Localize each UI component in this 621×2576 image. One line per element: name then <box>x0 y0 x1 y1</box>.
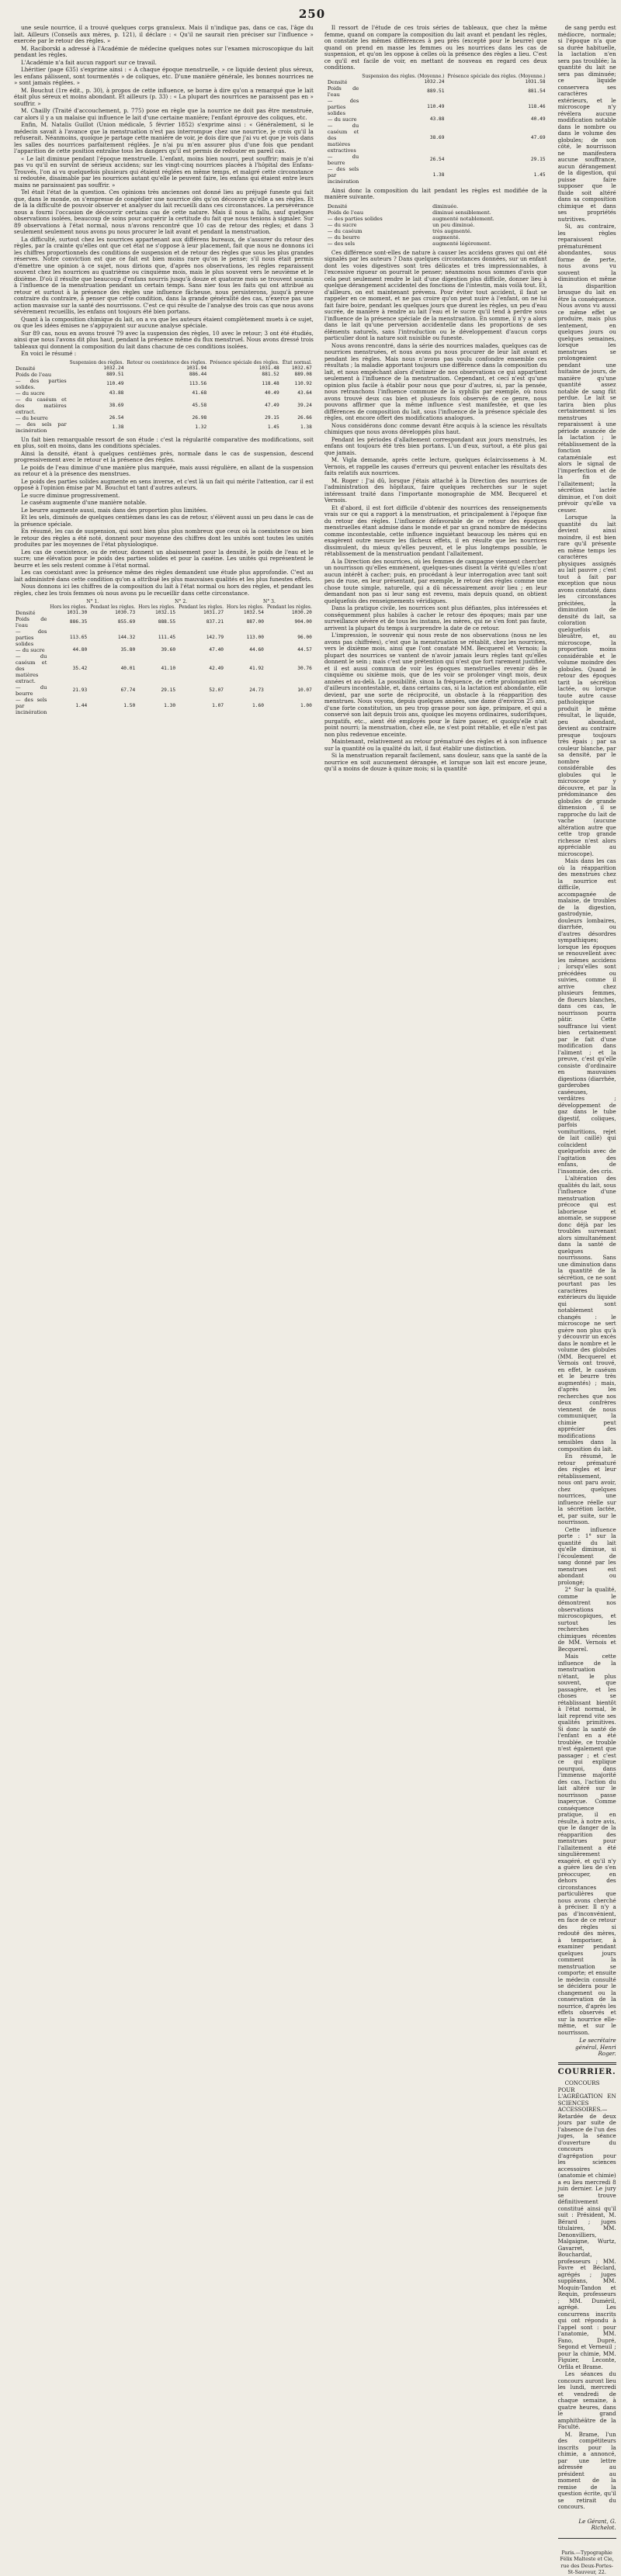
table-row <box>324 154 547 166</box>
paragraph: Mais cette influence de la menstruation n'étant, le plus souvent, que passagère, et les choses se rétablissant bientôt à l'état normal, le lait reprend vite ses qualités primitives. Si donc la santé de l'enfant en a été troublée, ce trouble n'est également que passager ; et c'est ce qui explique pourquoi, dans l'immense majorité des cas, l'action du lait altéré sur le nourrisson passe inaperçue. Comme conséquence pratique, il en résulte, à notre avis, que le danger de la réapparition des menstrues pour l'allaitement a été singulièrement exagéré, et qu'il n'y a guère lieu de s'en préoccuper, en dehors des circonstances particulières que nous avons cherché à préciser. Il n'y a pas d'inconvénient, en face de ce retour des règles si redouté des mères, à temporiser, à examiner pendant quelques jours comment la menstruation se comporte; et ensuite le médecin consulté se décidera pour le changement ou la conservation de la nourrice, d'après les effets observés et sur la nourrice elle-même, et sur le nourrisson. <box>557 1653 616 2036</box>
paragraph: Sur 89 cas, nous en avons trouvé 79 avec la suspension des règles, 10 avec le retour; 3 ont été étudiés, ainsi que nous l'avons dit plus haut, pendant la présence même du flux menstruel. Nous avons dressé trois tableaux qui donnent la composition du lait dans chacune de ces conditions isolées. <box>14 329 314 350</box>
table-cell: 44.80 <box>72 647 88 653</box>
columns <box>14 24 616 2575</box>
table-cell: 1.30 <box>164 703 176 708</box>
table-header-cell <box>324 74 360 79</box>
paragraph: Ainsi la densité, étant à quelques centièmes près, normale dans le cas de suspension, descend progressivement avec le retour et la présence des règles. <box>14 449 314 463</box>
table-header-cell <box>14 604 48 610</box>
paragraph: Nous donnons ici les chiffres de la composition du lait à l'état normal ou hors des règles, et pendant les règles, chez les trois femmes où nous avons pu le recueillir dans cette circonstance. <box>14 583 314 597</box>
table-row <box>14 684 314 697</box>
table-cell: 1.45 <box>533 171 546 178</box>
table-row <box>324 216 547 222</box>
paragraph: En résumé, le retour prématuré des règles et leur rétablissement, nous ont paru avoir, chez quelques nourrices, une influence réelle sur la sécrétion lactée, et, par suite, sur le nourrisson. <box>557 1452 616 1525</box>
table-cell: 118.46 <box>528 103 546 109</box>
table-cell: 47.49 <box>265 402 279 408</box>
table-row <box>14 653 314 684</box>
table-row <box>14 628 314 647</box>
table-header-cell <box>14 360 68 365</box>
table-row-label: — des parties solides <box>16 628 47 647</box>
paragraph: Les cas de coexistence, ou de retour, donnent un abaissement pour la densité, le poids de l'eau et le sucre; une élévation pour le poids des parties solides et pour la caséine. Les unités qui représentent le beurre et les sels restent comme à l'état normal. <box>14 548 314 569</box>
table-row <box>324 123 547 154</box>
table-header-row <box>324 74 547 79</box>
table-cell: diminuée. <box>432 203 459 209</box>
table-cell: 888.55 <box>158 619 176 625</box>
table-cell: 67.74 <box>120 687 136 693</box>
table-row-label: — des sels par incinération <box>327 165 359 185</box>
table-cell: 881.52 <box>262 371 279 377</box>
table-cell: 113.00 <box>246 635 264 640</box>
table-row <box>324 203 547 209</box>
table-cell: 26.98 <box>192 414 207 421</box>
table-row <box>14 610 314 616</box>
table-row <box>324 79 547 85</box>
table-cell: 1032.24 <box>103 365 124 371</box>
table-cell: 1032.67 <box>291 365 312 371</box>
table-header-cell: Suspension des règles. (Moyenne.) <box>362 73 445 79</box>
divider <box>558 2062 616 2065</box>
table-cell: 47.69 <box>530 134 546 140</box>
table-cell: 38.69 <box>109 402 124 408</box>
table-row-label: — des parties solides <box>327 97 359 116</box>
paragraph: L'impression, le souvenir qui nous reste de nos observations (nous ne les avons pas chiffrées), c'est que la menstruation se rétablit, chez les nourrices, vers le dixième mois, ainsi que l'ont constaté MM. Becquerel et Vernois; la plupart des nourrices se vantent de n'avoir jamais leurs règles tant qu'elles donnent le sein ; mais c'est une prétention qui n'est que fort rarement justifiée, et il est aussi commun de voir les époques menstruelles revenir dès le cinquième ou sixième mois, que de les voir se prolonger vingt mois, deux années et au-delà. La possibilité, sinon la fréquence, de cette prolongation est d'ailleurs incontestable, et, dans certains cas, si la lactation est abondante, elle devient, par une sorte de réciprocité, un obstacle à la réapparition des menstrues. Nous voyons, depuis quelques années, une dame d'environ 25 ans, d'une forte constitution, un peu trop grasse pour son âge, primipare, et qui a conservé son lait depuis trois ans, quoique les moyens ordinaires, sudorifiques, purgatifs, etc., aient été employés pour le faire passer, et quoiqu'elle n'ait point nourri; la menstruation, chez elle, ne s'est point rétablie, et elle n'est pas non plus redevenue enceinte. <box>324 632 547 738</box>
table-row <box>324 98 547 116</box>
table-cell: 113.56 <box>189 380 207 386</box>
table-row <box>14 390 314 396</box>
table-cell: 1031.30 <box>67 610 88 615</box>
table-row-label: — des parties solides. <box>16 377 67 390</box>
table-row-label: — des sels par incinération <box>16 421 67 434</box>
paragraph: Lhéritier (page 635) s'exprime ainsi : « A chaque époque menstruelle, » ce liquide devient plus séreux, les enfans pâlissent, sont tourmentés » de coliques, etc. D'une manière générale, les bonnes nourrices ne » sont jamais réglées. » <box>14 66 314 86</box>
table-cell: 1032.24 <box>424 78 445 85</box>
table-cell: très augmenté. <box>432 227 472 234</box>
table-cell: 47.40 <box>209 647 224 653</box>
table-cell: 1030.73 <box>115 610 136 615</box>
table-cell: 39.60 <box>161 647 176 653</box>
table-cell: 26.66 <box>297 414 312 421</box>
paragraph: Les cas coexistant avec la présence même des règles demandent une étude plus approfondie. C'est au lait administré dans cette condition qu'on a attribué les plus mauvaises qualités et les plus funestes effets. <box>14 569 314 583</box>
table-cell: un peu diminué. <box>432 221 475 228</box>
table-cell: 889.51 <box>427 88 445 94</box>
table-row <box>14 372 314 378</box>
paragraph: L'Académie n'a fait aucun rapport sur ce travail. <box>21 58 157 66</box>
table-cell: 29.15 <box>161 687 176 693</box>
column-3 <box>557 24 616 2575</box>
table-cell: 1.44 <box>75 703 88 708</box>
table-modifications <box>324 203 547 247</box>
table-cell: augmenté. <box>432 234 460 241</box>
table-cell: 1.50 <box>123 703 136 708</box>
table-cell: 39.24 <box>297 402 312 408</box>
table-group-header: N° 1. <box>86 599 99 604</box>
table-group-header: N° 2. <box>175 599 188 604</box>
table-cell: 837.21 <box>206 619 224 625</box>
table-cell: 1.38 <box>432 171 445 178</box>
table-cell: 52.07 <box>209 687 224 693</box>
table-cell: 96.00 <box>297 635 312 640</box>
table-row-label: Poids de l'eau <box>16 616 47 628</box>
table-row <box>324 166 547 185</box>
table-cell: 38.69 <box>429 134 445 140</box>
paragraph: M. Roger : J'ai dû, lorsque j'étais attaché à la Direction des nourrices de l'administration des hôpitaux, faire quelques recherches sur le sujet intéressant traité dans l'importante monographie de MM. Becquerel et Vernois. <box>324 476 547 504</box>
table-cell: 21.93 <box>72 687 88 693</box>
paragraph: Et les sels, diminués de quelques centièmes dans les cas de retour, s'élèvent aussi un peu dans le cas de la présence spéciale. <box>14 514 314 528</box>
table-cell: 886.44 <box>189 371 207 377</box>
imprint: Paris.—Typographie Félix Malteste et Cie, rue des Deux-Portes-St-Sauveur, 22. <box>560 2549 614 2575</box>
table-cell: 43.64 <box>297 390 312 396</box>
table-cell: 1.60 <box>252 703 264 708</box>
table-header-cell: Hors les règles. <box>227 604 264 610</box>
table-row-label: Densité <box>327 78 348 85</box>
table-cell: 43.88 <box>109 390 124 396</box>
table-header-cell: Hors les règles. <box>50 604 88 610</box>
paragraph: Le poids des parties solides augmente en sens inverse, et c'est là un fait qui mérite l'attention, car il est opposé à l'opinion émise par M. Bouchut et tant d'autres auteurs. <box>14 477 314 491</box>
table-cell: augmenté légèrement. <box>432 240 491 247</box>
divider <box>558 2538 616 2539</box>
table-row <box>14 647 314 653</box>
column-2 <box>324 25 547 847</box>
table-row-label: — du caséum et des matières extract. <box>16 653 47 684</box>
table-row <box>14 616 314 628</box>
paragraph: Si la menstruation reparaît facilement, sans douleur, sans que la santé de la nourrice en soit aucunement dérangée, et lorsque son lait est encore jeune, qu'il a moins de douze à quinze mois; si la quantité <box>324 752 547 772</box>
table-cell: 1.07 <box>212 703 224 708</box>
table-row <box>14 421 314 434</box>
table-cell: 1.38 <box>300 424 312 430</box>
table-cell: 35.42 <box>72 666 88 671</box>
table-row <box>14 697 314 715</box>
table-cell: 142.79 <box>206 635 224 640</box>
paragraph: Cette influence porte : 1° sur la quantité du lait qu'elle diminue, si l'écoulement de sang donné par les menstrues est abondant ou prolongé; <box>557 1525 616 1586</box>
table-row <box>324 209 547 216</box>
table-row-label: Densité <box>327 203 348 209</box>
paragraph: « Le lait diminue pendant l'époque menstruelle. L'enfant, moins bien nourri, peut souffrir; mais je n'ai pas vu qu'il en survînt de sérieux accidens; sur les vingt-cinq nourrices placées à l'hôpital des Enfans-Trouvés, l'on ai vu quelquefois plusieurs qui étaient réglées en même temps, et malgré cette circonstance si redoutée, disaimable par les nourrices autant qu'elle le peuvent faire, les enfans qui étaient entre leurs mains ne paraissaient pas souffrir. » <box>14 154 314 189</box>
paragraph: Un fait bien remarquable ressort de son étude : c'est la régularité comparative des modifications, soit en plus, soit en moins, dans les conditions spéciales. <box>14 435 314 449</box>
table-row-label: Poids de l'eau <box>327 85 359 98</box>
table-cell: 43.88 <box>429 116 445 122</box>
table-header-cell: Pendant les règles. <box>266 604 312 610</box>
table-header-row <box>14 604 314 610</box>
table-cell: 855.69 <box>117 619 136 625</box>
paragraph: Ces différence sont-elles de nature à causer les accidens graves qui ont été signalés par les auteurs ? Dans quelques circonstances données, sur un enfant dont les voies digestives sont très délicates et très impressionnables, à l'excessive rigueur on pourrait le penser; néanmoins nous sommes d'avis que cela peut seulement rendre le lait d'une digestion plus difficile, donner lieu à quelque dérangement accidentel des fonctions de l'intestin, mais voilà tout. Et, d'ailleurs, on est maintenant prévenu. Pour éviter tout accident, il faut se rappeler en ce moment, et ne pas croire qu'on peut nuire à l'enfant, on ne lui fait faire boire, pendant les quelques jours que durent les règles, un peu d'eau sucrée, de manière à rendre au lait l'eau et le sucre qu'il tend à perdre sous l'influence de la présence spéciale de la menstruation. En somme, il n'y a alors dans le lait qu'une perversion accidentelle dans les proportions de ses éléments naturels, sans l'introduction ou le développement d'aucun corps particulier dont la nature soit nuisible ou funeste. <box>324 248 547 341</box>
paragraph: Pendant les périodes d'allaitement correspondant aux jours menstrués, les enfans ont toujours été très bien portans. L'un d'eux, surtout, a été plus gai que jamais. <box>324 435 547 456</box>
table-header-cell: Pendant les règles. <box>90 604 136 610</box>
paragraph: M. Brame, l'un des compétiteurs inscrits pour la chimie, a annoncé, par une lettre adressée au président au moment de la remise de la question écrite, qu'il se retirait du concours. <box>557 2430 616 2510</box>
table-cell: 881.54 <box>528 88 546 94</box>
table-cell: 41.92 <box>249 666 264 671</box>
paragraph: CONCOURS POUR L'AGRÉGATION EN SCIENCES ACCESSOIRES.— Retardée de deux jours par suite de l'absence de l'un des juges, la séance d'ouverture du concours d'agrégation pour les sciences accessoires (anatomie et chimie) a eu lieu mercredi 8 juin dernier. Le jury se trouve définitivement constitué ainsi qu'il suit : Président, M. Bérard ; juges titulaires, MM. Denonvilliers, Malgaigne, Wurtz, Gavarret, Bouchardat, professeurs ; MM. Favre et Béclard, agrégés ; juges suppléans, MM. Moquin-Tandon et Requin, professeurs ; MM. Duméril, agrégé. Les concurrens inscrits qui ont répondu à l'appel sont : pour l'anatomie, MM. Fano, Dupré, Segond et Verneuil ; pour la chimie, MM. Figuier, Leconte, Orfila et Brame. <box>557 2079 616 2370</box>
table-row-label: — du beurre <box>327 153 359 166</box>
table-cell: 1032.15 <box>155 610 176 615</box>
table-row-label: — des parties solides <box>327 215 383 222</box>
table-cell: 1.45 <box>267 424 279 430</box>
table-cell: augmenté notablement. <box>432 215 494 222</box>
table-row <box>14 415 314 421</box>
table-cell: 26.54 <box>429 156 445 162</box>
paragraph: Enfin, M. Natalis Guillot (Union médicale, 5 février 1852) s'exprime ainsi : « Généralement, si le médecin savait à l'avance que la menstruation n'est pas interrompue chez une nourrice, je crois qu'il la refuserait. Néanmoins, quoique je partage cette manière de voir, je dois dire que j'ai vu et que je vois dans les salles des nourrices parfaitement réglées. Je n'ai pu m'en assurer plus d'une fois que pendant l'apparition de cette position entraîne tous les dangers qu'il est permis de redouter en pareil cas. <box>14 121 314 154</box>
table-row <box>324 234 547 241</box>
table-cell: 110.92 <box>294 380 312 386</box>
paragraph: de sang perdu est médiocre, normale; si l'époque n'a que sa durée habituelle, la lactation n'en sera pas troublée; la quantité du lait ne sera pas diminuée; ce liquide conservera ses caractères extérieurs, et le microscope n'y révélera aucune modification notable dans le nombre ou dans le volume des globules; de son côté, le nourrisson ne manifestera aucune souffrance, aucun dérangement de la digestion, qui puisse faire supposer que le fluide soit altéré dans sa composition chimique et dans ses propriétés nutritives. <box>557 24 616 223</box>
paragraph: M. Raciborski a adressé à l'Académie de médecine quelques notes sur l'examen microscopique du lait pendant les règles. <box>14 44 314 58</box>
table-row <box>14 378 314 390</box>
table-row <box>324 222 547 228</box>
table-cell: 29.15 <box>530 156 546 162</box>
table-header-cell: État normal. <box>282 359 312 365</box>
table-row <box>14 365 314 372</box>
table-row-label: Densité <box>16 610 36 616</box>
table-cell: diminué sensiblement. <box>432 209 491 216</box>
paragraph: M. Bouchut (1re édit., p. 30), à propos de cette influence, se borne à dire qu'on a remarqué que le lait était plus séreux et moins abondant. Et ailleurs (p. 33) : « La plupart des nourrices ne paraissent pas en » souffrir. » <box>14 86 314 107</box>
table-cell: 30.76 <box>297 666 312 671</box>
table-row-label: — du caséum et des matières extractives <box>327 122 359 154</box>
table-cell: 887.00 <box>246 619 264 625</box>
paragraph: Le poids de l'eau diminue d'une manière plus marquée, mais aussi régulière, en allant de la suspension au retour et à la présence des menstrues. <box>14 463 314 477</box>
table-header-cell: Hors les règles. <box>138 604 176 610</box>
table-cell: 904.00 <box>294 619 312 625</box>
paragraph: Et d'abord, il est fort difficile d'obtenir des nourrices des renseignements vrais sur ce qui a rapport à la menstruation, et principalement à l'époque fixe du retour des règles. L'influence défavorable de ce retour des époques menstruelles étant admise dans le monde et par un grand nombre de médecins comme incontestable, cette influence inquiétant beaucoup les mères qui en exagèrent outre mesure les fâcheux effets, il en résulte que les nourrices dissimulent, du mieux qu'elles peuvent, et le plus longtemps possible, le rétablissement de la menstruation pendant l'allaitement. <box>324 504 547 557</box>
table-row-label: — du sucre <box>327 116 357 123</box>
table-row-label: — du caséum <box>327 227 363 234</box>
paragraph: Les séances du concours auront lieu les lundi, mercredi et vendredi de chaque semaine, à quatre heures, dans le grand amphithéâtre de la Faculté. <box>557 2370 616 2430</box>
table-cell: 40.49 <box>265 390 279 396</box>
table-header-cell <box>14 599 48 604</box>
table-row-label: — du beurre <box>16 414 48 421</box>
paragraph: Le caséum augmente d'une manière notable. <box>21 499 147 506</box>
paragraph: 2° Sur la qualité, comme le démontrent nos observations microscopiques, et surtout les recherches chimiques récentes de MM. Vernois et Becquerel. <box>557 1586 616 1653</box>
table-group-header: N° 3. <box>263 599 276 604</box>
table-suspension-presence <box>324 74 547 185</box>
table-row-label: — du caséum et des matières extract. <box>16 396 67 415</box>
paragraph: Dans la pratique civile, les nourrices sont plus défiantes, plus intéressées et conséquemment plus habiles à cacher le retour des époques; mais par une surveillance sévère et de tous les instans, les mères, qui ne s'en font pas faute, arrivent la plupart du temps à surprendre la date de ce retour. <box>324 604 547 632</box>
table-header-cell: Retour ou coexistence des règles. <box>127 359 207 365</box>
paragraph: Il ressort de l'étude de ces trois séries de tableaux, que chez la même femme, quand on compare la composition du lait avant et pendant les règles, on constate les mêmes différences à peu près (excepté pour le beurre) que quand on prend en masse les femmes ou les nourrices dans les cas de suspension, et qu'on les oppose à celles où la présence des règles a lieu. C'est ce qu'il est facile de voir, en mettant de nouveau en regard ces deux conditions. <box>324 24 547 71</box>
table-cell: 1031.94 <box>186 365 207 371</box>
table-row-label: — du sucre <box>16 390 45 396</box>
paragraph: Quant à la composition chimique du lait, on a vu que les auteurs étaient complètement muets à ce sujet, ou que les idées émises ne s'appuyaient sur aucune analyse spéciale. <box>14 315 314 329</box>
table-cell: 44.57 <box>297 647 312 653</box>
table-cell: 1032.54 <box>243 610 264 615</box>
signature-secretary: Le secrétaire général, Henri Roger. <box>575 2037 616 2057</box>
table-cell: 24.73 <box>249 687 264 693</box>
table-cell: 886.35 <box>69 619 88 625</box>
table-cell: 889.51 <box>106 371 124 377</box>
paragraph: Si, au contraire, les règles reparaissent prématurément abondantes, sous forme de perte, nous avons vu souvent la diminution et même la disparition brusque du lait en être la conséquence. Nous avons vu aussi ce même effet se produire, mais plus lentement, en quelques jours ou quelques semaines, lorsque les menstrues se prolongeaient pendant une huitaine de jours, de manière qu'une quantité assez notable de sang fût perdue. Le lait se tarira bien plus certainement si les menstrues reparaissent à une période avancée de la lactation ; le rétablissement de la fonction cataméniale est alors le signal de l'imperfection et de la fin de l'allaitement; la sécrétion lactée diminue, et l'on doit prévoir qu'elle va cesser. <box>557 223 616 514</box>
paragraph: A la Direction des nourrices, où les femmes de campagne viennent chercher un nourrisson qu'elles emmènent, quelques-unes disent la vérité qu'elles n'ont aucun intérêt à cacher; puis, en procédant à leur interrogation avec tant soit peu de ruse, en leur présentant, par exemple, le retour des règles comme une chose toute simple, naturelle, qui a dû nécessairement avoir lieu ; en leur demandant non pas si leur sang est revenu, mais depuis quand, on obtient quelquefois des renseignements véridiques. <box>324 557 547 604</box>
table-group-row <box>14 599 314 604</box>
paragraph: Le beurre augmente aussi, mais dans des proportion plus limitées. <box>21 506 208 514</box>
paragraph: Mais dans les cas où la réapparition des menstrues chez la nourrice est difficile, accompagnée de malaise, de troubles de la digestion, gastrodynie, douleurs lombaires, diarrhée, ou d'autres désordres sympathiques; lorsque les époques se renouvellent avec les mêmes accidens ; lorsqu'elles sont précédées ou suivies, comme il arrive chez plusieurs femmes, de flueurs blanches, dans ces cas, le nourrisson pourra pâtir. Cette souffrance lui vient bien certainement par le fait d'une modification dans l'aliment ; et la preuve, c'est qu'elle consiste d'ordinaire en mauvaises digestions (diarrhée, garderobes caséeuses, verdâtres ; développement de gaz dans le tube digestif, coliques, parfois vomituritions, rejet de lait caillé) qui coïncident quelquefois avec de l'agitation des enfans, de l'insomnie, des cris. <box>557 857 616 1175</box>
table-cell: 1.38 <box>112 424 124 430</box>
paragraph: M. Vigla demande, après cette lecture, quelques éclaircissemens à M. Vernois, et rappelle les causes d'erreurs qui peuvent entacher les résultats des faits relatifs aux nourrices. <box>324 456 547 476</box>
section-title-courrier: COURRIER. <box>557 2067 616 2076</box>
table-row-label: — des sels par incinération <box>16 697 47 715</box>
paragraph: Le sucre diminue progressivement. <box>21 491 120 499</box>
table-row <box>324 241 547 247</box>
paragraph: La difficulté, surtout chez les nourrices appartenant aux différens bureaux, de s'assurer du retour des règles, par la crainte qu'elles ont que cet état ne s'oppose à leur placement, fait que nous ne donnons ici les chiffres proportionnels des conditions de suspension et de retour des règles que sous les plus grandes réserves. Notre conviction est que ce fait est bien moins rare qu'on le pense; s'il nous était permis d'émettre une opinion à ce sujet, nous dirions que, d'après nos observations, les règles reparaissent souvent chez les nourrices au quatrième ou cinquième mois, mais le plus souvent vers le neuvième et le dixième. D'où il résulte que beaucoup d'enfans nourris jusqu'à douze et quatorze mois se trouvent soumis à l'influence de la menstruation pendant un certain temps. Sans nier tous les faits qui ont attribué au retour et surtout à la présence des règles une influence fâcheuse, nous persisterons, jusqu'à preuve contraire du contraire, à penser que cette condition, dans la grande généralité des cas, n'exerce pas une action mauvaise sur la santé des nourrissons. C'est ce qui résulte de l'analyse des trois cas que nous avons sévèrement recueillis, les enfans ont toujours été bien portans. <box>14 235 314 315</box>
table-header-row <box>14 360 314 365</box>
table-header-cell: Pendant les règles. <box>179 604 224 610</box>
table-cell: 10.07 <box>297 687 312 693</box>
table-row-label: — du beurre <box>16 684 47 697</box>
paragraph: L'altération des qualités du lait, sous l'influence d'une menstruation précoce qui est laborieuse et anomale, se suppose donc déjà par les troubles survenant alors simultanément dans la santé de quelques nourrissons. Sans une diminution dans la quantité de la sécrétion, ce ne sont pourtant pas les caractères extérieurs du liquide qui sont notablement changés : le microscope ne sert guère non plus qu'à y découvrir un excès dans le nombre et le volume des globules (MM. Becquerel et Vernois ont trouvé, en effet, le caséum et le beurre très augmentés) ; mais, d'après les recherches que nos deux confrères viennent de nous communiquer, la chimie peut apprécier des modifications sensibles dans la composition du lait. <box>557 1175 616 1452</box>
paragraph: Nous avons rencontré, dans la série des nourrices malades, quelques cas de nourrices menstruées, et nous avons pu nous procurer de leur lait avant et pendant les règles. Mais nous n'avons pas voulu confondre ensemble ces résultats ; la maladie apportant toujours une différence dans la composition du lait, et nous empêchant alors d'estimer de nos observations ce qui appartient seulement à l'influence de la menstruation. Cependant, et ceci n'est qu'une opinion plus facile à établir pour nous que pour d'autres, si, par la pensée, nous retranchons l'influence commune de la syphilis par exemple, où nous avons trouvé deux cas bien et plusieurs fois observés de ce genre, nous pouvons affirmer que la même influence s'est manifestée, et que les différences de composition du lait, sous l'influence de la présence spéciale des règles, ont encore offert des modifications analogues. <box>324 341 547 421</box>
table-cell: 40.01 <box>120 666 136 671</box>
table-cell: 110.49 <box>106 380 124 386</box>
table-cell: 118.48 <box>262 380 279 386</box>
column-1 <box>14 25 314 847</box>
table-cell: 1031.48 <box>258 365 279 371</box>
table-cell: 1031.27 <box>203 610 224 615</box>
table-cell: 1.32 <box>195 424 207 430</box>
table-cell: 110.49 <box>427 103 445 109</box>
paragraph: M. Chailly (Traité d'accouchement, p. 775) pose en règle que la nourrice ne doit pas être menstruée, car alors il y a un malaise qui influence le lait d'une certaine manière; l'enfant éprouve des coliques, etc. <box>14 107 314 121</box>
table-cell: 889.08 <box>294 371 312 377</box>
table-row <box>14 396 314 415</box>
table-cell: 1030.20 <box>291 610 312 615</box>
table-cell: 1.00 <box>300 703 312 708</box>
paragraph: Ainsi donc la composition du lait pendant les règles est modifiée de la manière suivante. <box>324 186 547 200</box>
table-cell: 35.80 <box>120 647 136 653</box>
table-header-cell: Suspension des règles. <box>69 359 124 365</box>
table-cell: 111.45 <box>158 635 176 640</box>
table-suspension-retour <box>14 360 314 434</box>
table-header-cell: Présence spéciale des règles. <box>210 359 279 365</box>
paragraph: Maintenant, relativement au retour prématuré des règles et à son influence sur la quantité ou la qualité du lait, il faut établir une distinction. <box>324 738 547 752</box>
table-row <box>324 116 547 123</box>
page-number: 250 <box>298 7 326 21</box>
table-cell: 26.54 <box>109 414 124 421</box>
table-cell: 144.32 <box>117 635 136 640</box>
table-cell: 40.49 <box>530 116 546 122</box>
gerant-signature: Le Gérant, G. Richelot. <box>578 2517 616 2531</box>
table-row-label: — du sucre <box>327 221 357 228</box>
table-cell: 113.65 <box>69 635 88 640</box>
table-cell: 44.60 <box>249 647 264 653</box>
table-row-label: Poids de l'eau <box>16 371 52 378</box>
table-cell: 45.58 <box>192 402 207 408</box>
table-cell: 29.15 <box>265 414 279 421</box>
table-cell: 1031.58 <box>525 78 546 85</box>
paragraph: En résumé, les cas de suspension, qui sont bien plus plus nombreux que ceux où la coexistence ou bien le retour des règles a été noté, donnent pour moyenne des chiffres dont les unités sont toutes les unités produites par les moyennes de l'état physiologique. <box>14 528 314 548</box>
paragraph: Lorsque la quantité du lait devient ainsi moindre, il est bien rare qu'il présente en même temps les caractères physiques assignés au lait pauvre ; c'est tout à fait par exception que nous avons constaté, dans les circonstances précitées, la diminution de densité du lait, sa coloration quelquefois bleuâtre, et, au microscope, la proportion moins considérable et le volume moindre des globules. Quand le retour des époques tarit la sécrétion lactée, ou lorsque toute autre cause pathologique produit le même résultat, le liquide, peu abondant, devient au contraire presque toujours très épais ; par sa couleur blanche, par sa densité, par le nombre considérable des globules qui le microscope y découvre, et par la prédominance des globules de grande dimension , il se rapproche du lait de vache (aucune altération autre que cette trop grande richesse n'est alors appréciable au microscope). <box>557 514 616 857</box>
table-row <box>324 228 547 234</box>
paragraph: En voici le résumé : <box>21 350 77 357</box>
table-row-label: Densité <box>16 365 36 372</box>
table-row-label: — du sucre <box>16 647 45 653</box>
paragraph: une seule nourrice, il a trouvé quelques corps granuleux. Mais il n'indique pas, dans ce cas, l'âge du lait. Ailleurs (Conseils aux mères, p. 121), il déclare : « Qu'il ne saurait rien préciser sur l'influence » exercée par le retour des règles. » <box>14 24 314 44</box>
table-row-label: — du beurre <box>327 234 360 241</box>
paragraph: Tel était l'état de la question. Ces opinions très anciennes ont donné lieu au préjugé funeste qui fait que, dans le monde, on s'empresse de congédier une nourrice dès qu'on découvre qu'elle a ses règles. Et de là la difficulté de pouvoir observer et analyser du lait recueilli dans ces circonstances. La persévérance nous a fourni l'occasion de découvrir certains cas de cette nature. Mais il nous a fallu, sauf quelques observations isolées, beaucoup de soins pour acquérir la certitude du fait que nous tenions à signaler. Sur 89 observations à l'état normal, nous n'avons rencontré que 10 cas de retour des règles; et dans 3 seulement seulement nous avons pu nous procurer le lait avant et pendant la menstruation. <box>14 189 314 235</box>
table-header-cell: Présence spéciale des règles. (Moyenne.) <box>447 73 546 79</box>
table-cell: 42.49 <box>209 666 224 671</box>
table-cell: 41.68 <box>192 390 207 396</box>
table-row <box>324 85 547 98</box>
table-row-label: — des sels <box>327 240 355 247</box>
table-row-label: Poids de l'eau <box>327 209 364 216</box>
paragraph: Nous considérons donc comme devant être acquis à la science les résultats chimiques que nous avons développés plus haut. <box>324 421 547 435</box>
table-cell: 41.10 <box>161 666 176 671</box>
table-three-women <box>14 599 314 715</box>
